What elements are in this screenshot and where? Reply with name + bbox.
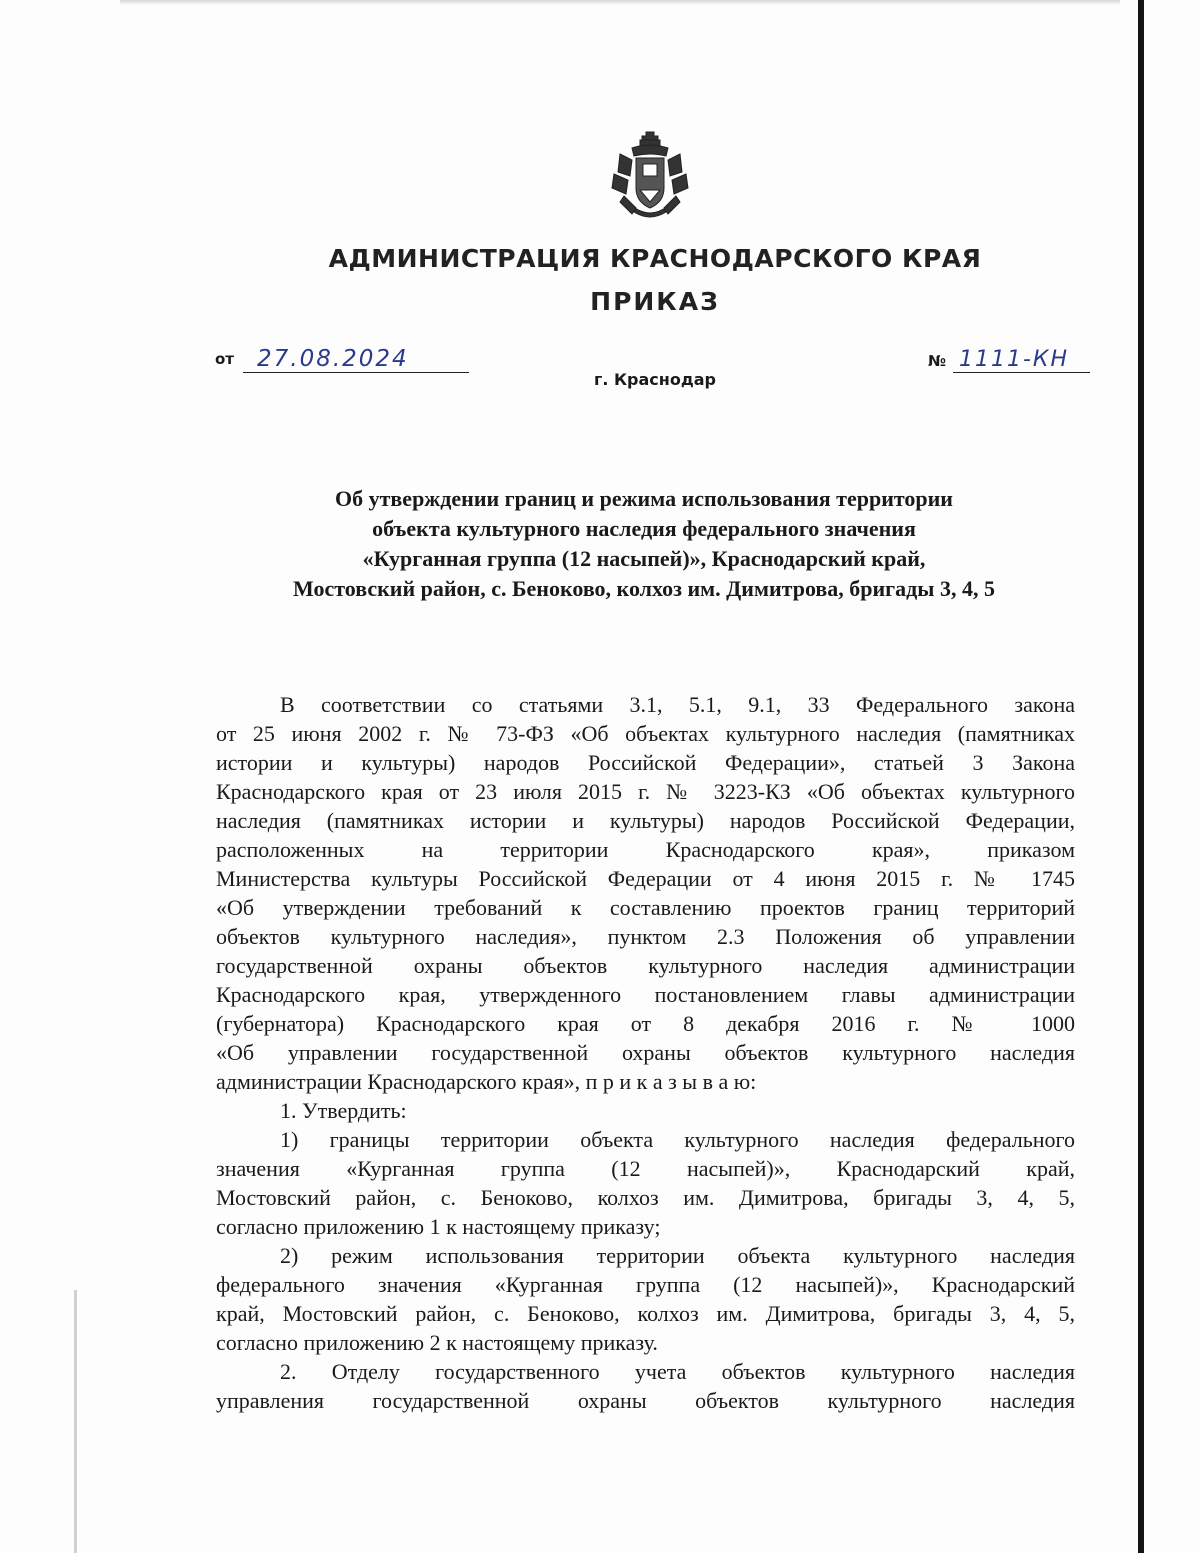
body-line: расположенных на территории Краснодарского края», приказом [216, 837, 1075, 862]
date-prefix: от [215, 350, 234, 368]
subject-line: объекта культурного наследия федерального значения [372, 516, 916, 541]
body-line: согласно приложению 2 к настоящему приказу. [216, 1330, 658, 1355]
organization-title: АДМИНИСТРАЦИЯ КРАСНОДАРСКОГО КРАЯ [328, 244, 982, 273]
coat-of-arms-icon [610, 128, 690, 220]
body-line: «Об утверждении требований к составлению проектов границ территорий [216, 895, 1075, 920]
body-line: 1. Утвердить: [280, 1098, 407, 1123]
document-type: ПРИКАЗ [590, 287, 720, 316]
body-line: управления государственной охраны объектов культурного наследия [216, 1388, 1075, 1413]
body-line: от 25 июня 2002 г. № 73-ФЗ «Об объектах культурного наследия (памятниках [216, 721, 1075, 746]
body-line: край, Мостовский район, с. Беноково, колхоз им. Димитрова, бригады 3, 4, 5, [216, 1301, 1075, 1326]
order-subject [0, 484, 1200, 604]
city: г. Краснодар [593, 370, 717, 389]
date-field [243, 346, 469, 373]
body-line: истории и культуры) народов Российской Федерации», статьей 3 Закона [216, 750, 1075, 775]
body-line: государственной охраны объектов культурного наследия администрации [216, 953, 1075, 978]
subject-line: Мостовский район, с. Беноково, колхоз им. Димитрова, бригады 3, 4, 5 [293, 576, 995, 601]
body-line: федерального значения «Курганная группа (12 насыпей)», Краснодарский [216, 1272, 1075, 1297]
body-line: Краснодарского края, утвержденного постановлением главы администрации [216, 982, 1075, 1007]
number-value: 1111-КН [959, 347, 1070, 372]
body-line: администрации Краснодарского края», п р и к а з ы в а ю: [216, 1069, 757, 1094]
body-line: наследия (памятниках истории и культуры) народов Российской Федерации, [216, 808, 1075, 833]
body-line: Мостовский район, с. Беноково, колхоз им. Димитрова, бригады 3, 4, 5, [216, 1185, 1075, 1210]
scan-shadow [120, 0, 1120, 5]
body-line: Краснодарского края от 23 июля 2015 г. № 3223-КЗ «Об объектах культурного [216, 779, 1075, 804]
body-line: значения «Курганная группа (12 насыпей)», Краснодарский край, [216, 1156, 1075, 1181]
date-value: 27.08.2024 [257, 346, 409, 372]
body-line: 2) режим использования территории объекта культурного наследия [280, 1243, 1075, 1268]
scan-smudge [74, 1290, 77, 1553]
body-line: (губернатора) Краснодарского края от 8 декабря 2016 г. № 1000 [216, 1011, 1075, 1036]
body-line: «Об управлении государственной охраны объектов культурного наследия [216, 1040, 1075, 1065]
body-line: 1) границы территории объекта культурного наследия федерального [280, 1127, 1075, 1152]
number-prefix: № [928, 352, 947, 370]
subject-line: «Курганная группа (12 насыпей)», Краснодарский край, [362, 546, 926, 571]
body-line: В соответствии со статьями 3.1, 5.1, 9.1, 33 Федерального закона [280, 692, 1075, 717]
number-field [953, 346, 1090, 373]
scan-edge [1138, 0, 1144, 1553]
body-line: объектов культурного наследия», пунктом 2.3 Положения об управлении [216, 924, 1075, 949]
subject-line: Об утверждении границ и режима использования территории [335, 486, 953, 511]
body-line: 2. Отделу государственного учета объектов культурного наследия [280, 1359, 1075, 1384]
body-line: согласно приложению 1 к настоящему приказу; [216, 1214, 661, 1239]
body-line: Министерства культуры Российской Федерации от 4 июня 2015 г. № 1745 [216, 866, 1075, 891]
order-body [216, 690, 1075, 1415]
